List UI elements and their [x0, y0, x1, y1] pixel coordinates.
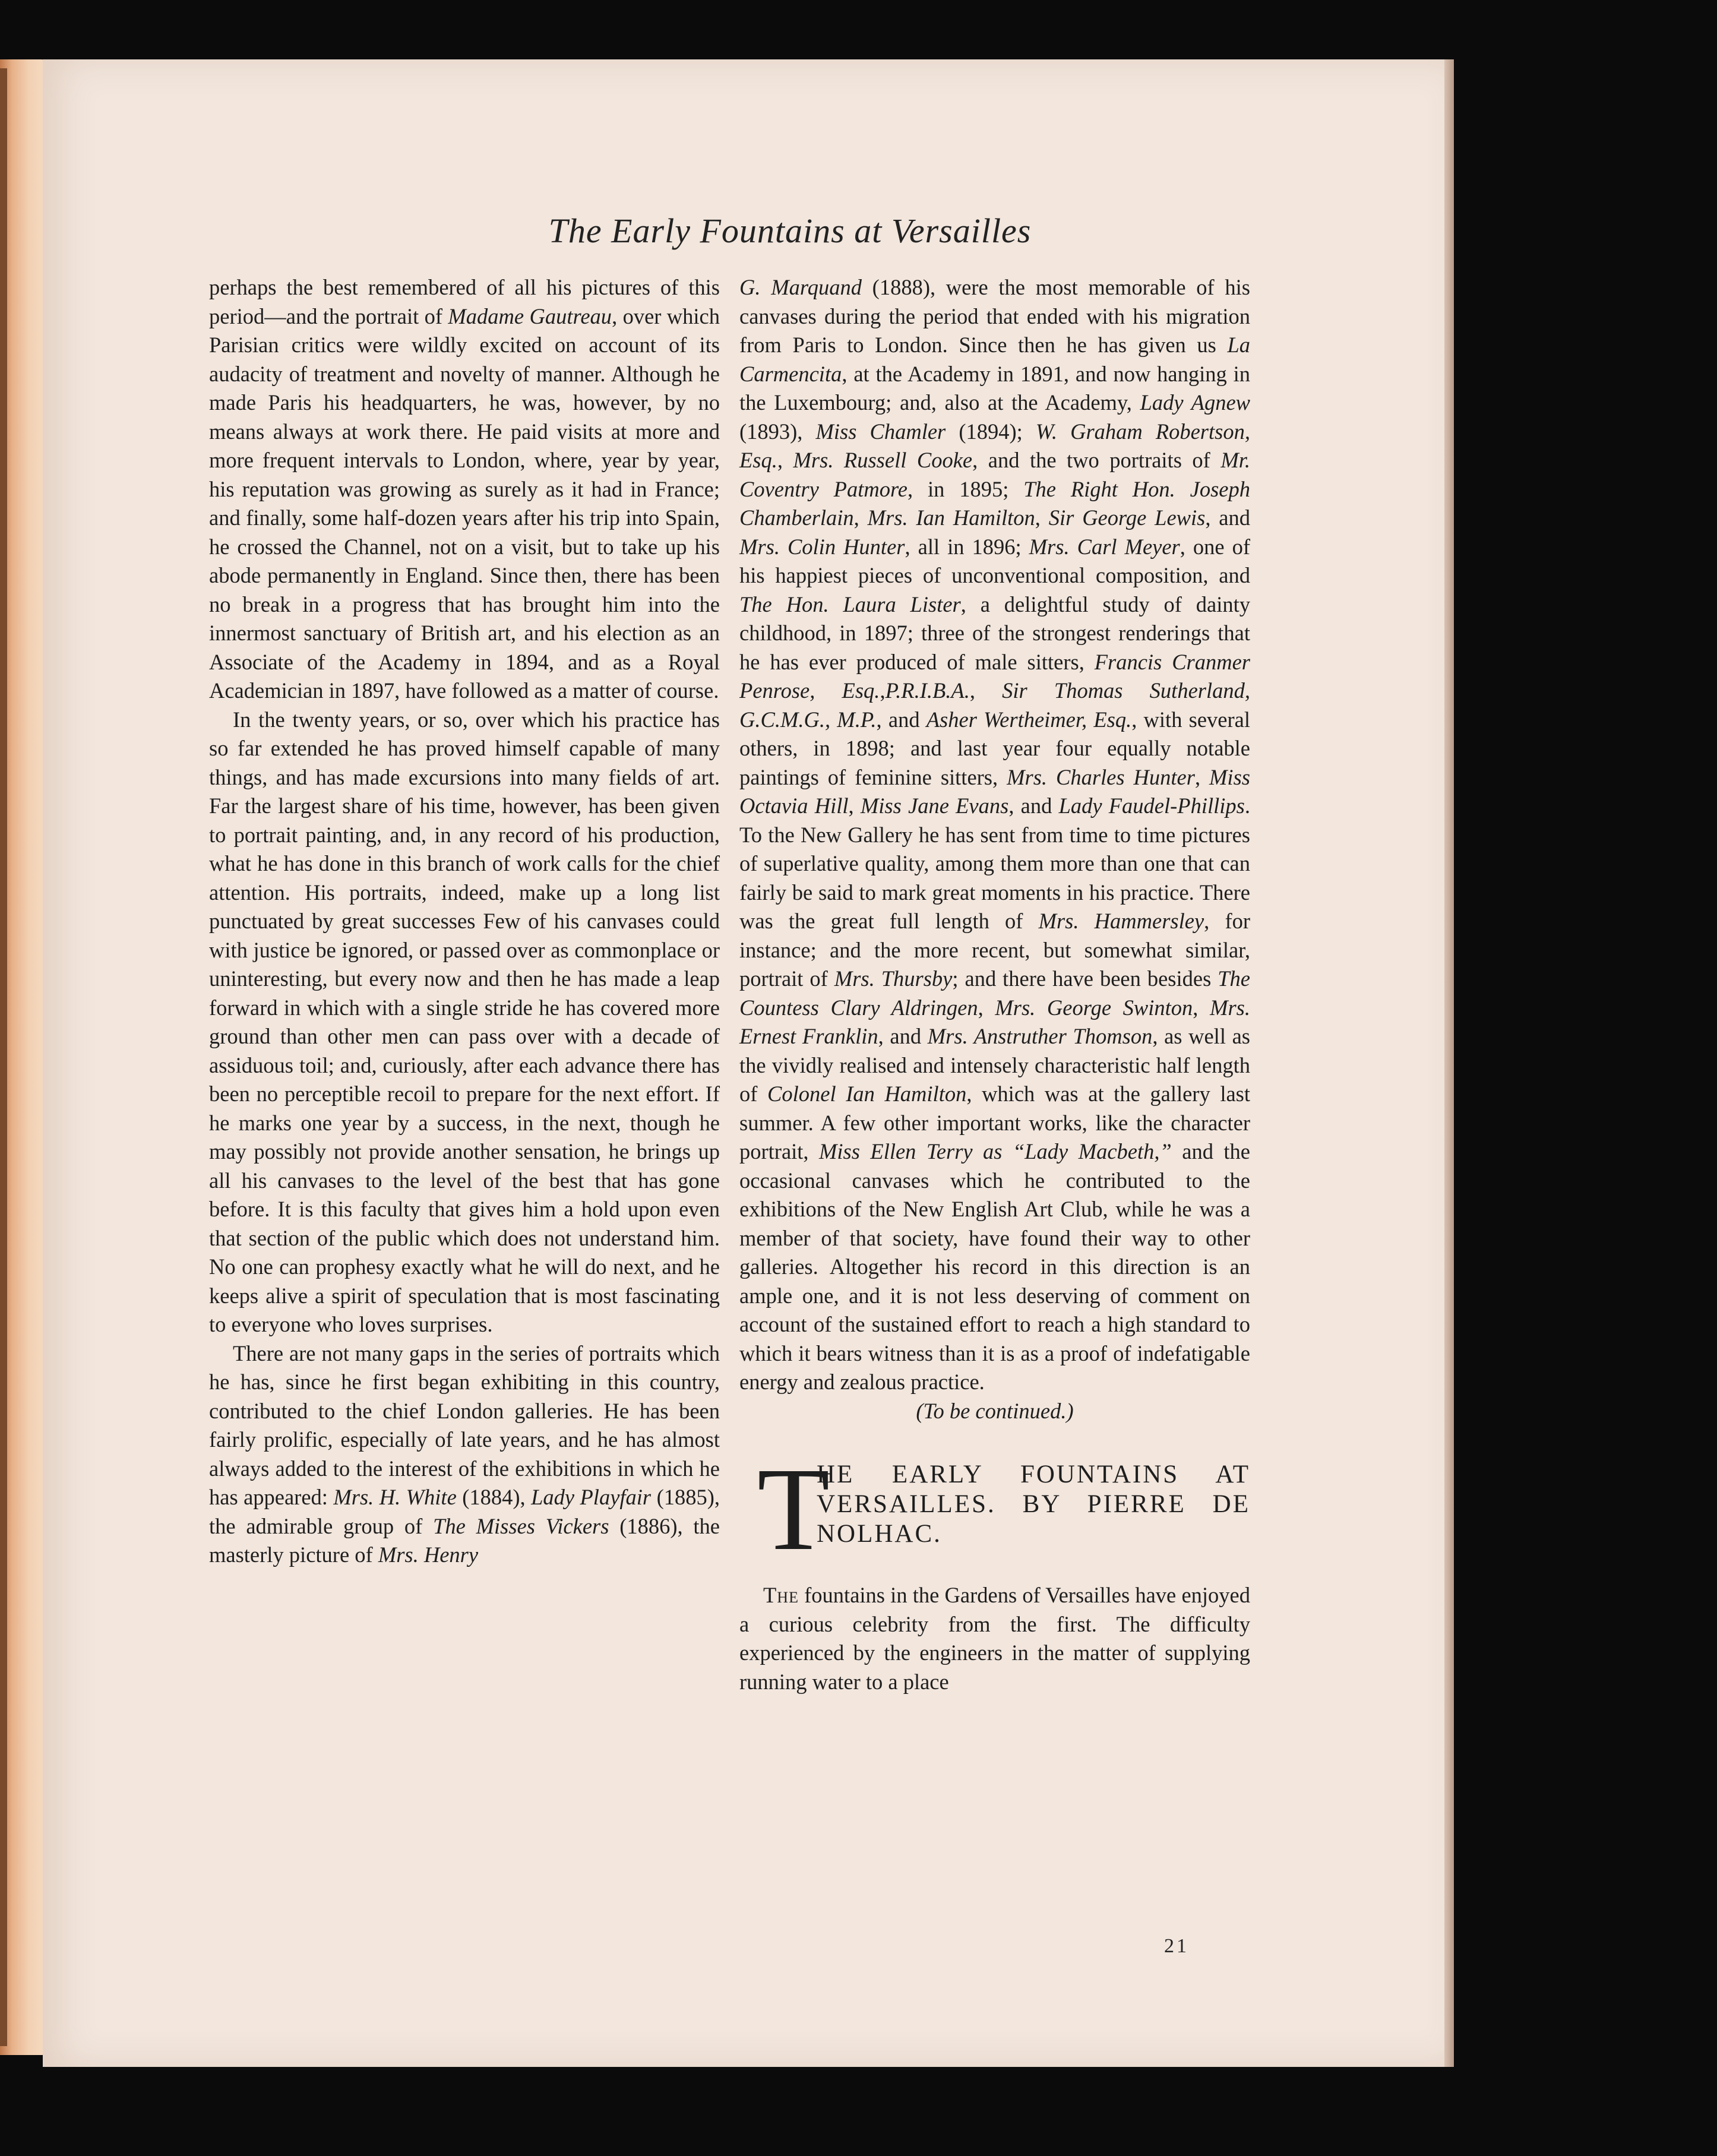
running-head: The Early Fountains at Versailles — [548, 211, 1032, 250]
left-paragraph-1: perhaps the best remembered of all his pictures of this period—and the portrait of Madame Gautreau, over which Parisian critics were wildly excited on account of its audacity of treatment and novelty of manner. Although he made Paris his headquarters, he was, however, by no means always at work there. He paid visits at more and more frequent intervals to London, where, year by year, his reputation was growing as surely as it had in France; and finally, some half-dozen years after his trip into Spain, he crossed the Channel, not on a visit, but to take up his abode permanently in England. Since then, there has been no break in a progress that has brought him into the innermost sanctuary of British art, and his election as an Associate of the Academy in 1894, and as a Royal Academician in 1897, have followed as a matter of course. — [209, 275, 720, 703]
left-paragraph-2: In the twenty years, or so, over which his practice has so far extended he has proved himself capable of many things, and has made excursions into many fields of art. Far the largest share of his time, however, has been given to portrait painting, and, in any record of his production, what he has done in this branch of work calls for the chief attention. His portraits, indeed, make up a long list punctuated by great successes Few of his canvases could with justice be ignored, or passed over as commonplace or uninteresting, but every now and then he has made a leap forward in which with a single stride he has covered more ground than other men can pass over with a decade of assiduous toil; and, curiously, after each advance there has been no perceptible recoil to prepare for the next effort. If he marks one year by a success, in the next, though he may possibly not provide another sensation, he brings up all his canvases to the level of the best that has gone before. It is this faculty that gives him a hold upon even that section of the public which does not understand him. No one can prophesy exactly what he will do next, and he keeps alive a spirit of speculation that is most fascinating to everyone who loves surprises. — [209, 707, 720, 1336]
page-number: 21 — [1164, 1935, 1189, 1957]
article-heading — [739, 1444, 1250, 1581]
left-column — [209, 273, 720, 1570]
lead-word: The — [763, 1583, 799, 1607]
previous-page-edge — [0, 59, 48, 2055]
article-opening-paragraph — [739, 1581, 1250, 1696]
article-title: HE EARLY FOUNTAINS AT VERSAILLES. BY PIERRE DE NOLHAC. — [817, 1460, 1250, 1548]
book-cover-edge — [0, 68, 7, 2046]
right-column-text — [739, 273, 1250, 1397]
continued-note: (To be continued.) — [916, 1398, 1074, 1423]
left-paragraph-3: There are not many gaps in the series of portraits which he has, since he first began exhibiting in this country, contributed to the chief London galleries. He has been fairly prolific, especially of late years, and he has almost always added to the interest of the exhibitions in which he has appeared: Mrs. H. White (1884), Lady Playfair (1885), the admirable group of The Misses Vickers (1886), the masterly picture of Mrs. Henry — [209, 1341, 720, 1567]
page-stack-edge — [1444, 59, 1454, 2067]
right-column — [739, 273, 1250, 1696]
article-opening-text: fountains in the Gardens of Versailles have enjoyed a curious celebrity from the first. The difficulty experienced by the engineers in the matter of supplying running water to a place — [739, 1583, 1250, 1694]
drop-cap: T — [757, 1444, 830, 1575]
right-paragraph-1: G. Marquand (1888), were the most memorable of his canvases during the period that ended with his migration from Paris to London. Since then he has given us La Carmencita, at the Academy in 1891, and now hanging in the Luxembourg; and, also at the Academy, Lady Agnew (1893), Miss Chamler (1894); W. Graham Robertson, Esq., Mrs. Russell Cooke, and the two portraits of Mr. Coventry Patmore, in 1895; The Right Hon. Joseph Chamberlain, Mrs. Ian Hamilton, Sir George Lewis, and Mrs. Colin Hunter, all in 1896; Mrs. Carl Meyer, one of his happiest pieces of unconventional composition, and The Hon. Laura Lister, a delightful study of dainty childhood, in 1897; three of the strongest renderings that he has ever produced of male sitters, Francis Cranmer Penrose, Esq.,P.R.I.B.A., Sir Thomas Sutherland, G.C.M.G., M.P., and Asher Wertheimer, Esq., with several others, in 1898; and last year four equally notable paintings of feminine sitters, Mrs. Charles Hunter, Miss Octavia Hill, Miss Jane Evans, and Lady Faudel-Phillips. To the New Gallery he has sent from time to time pictures of superlative quality, among them more than one that can fairly be said to mark great moments in his practice. There was the great full length of Mrs. Hammersley, for instance; and the more recent, but somewhat similar, portrait of Mrs. Thursby; and there have been besides The Countess Clary Aldringen, Mrs. George Swinton, Mrs. Ernest Franklin, and Mrs. Anstruther Thomson, as well as the vividly realised and intensely characteristic half length of Colonel Ian Hamilton, which was at the gallery last summer. A few other important works, like the character portrait, Miss Ellen Terry as “Lady Macbeth,” and the occasional canvases which he contributed to the exhibitions of the New English Art Club, while he was a member of that society, have found their way to other galleries. Altogether his record in this direction is an ample one, and it is not less deserving of comment on account of the sustained effort to reach a high standard to which it bears witness than it is as a proof of indefatigable energy and zealous practice. — [739, 275, 1251, 1394]
